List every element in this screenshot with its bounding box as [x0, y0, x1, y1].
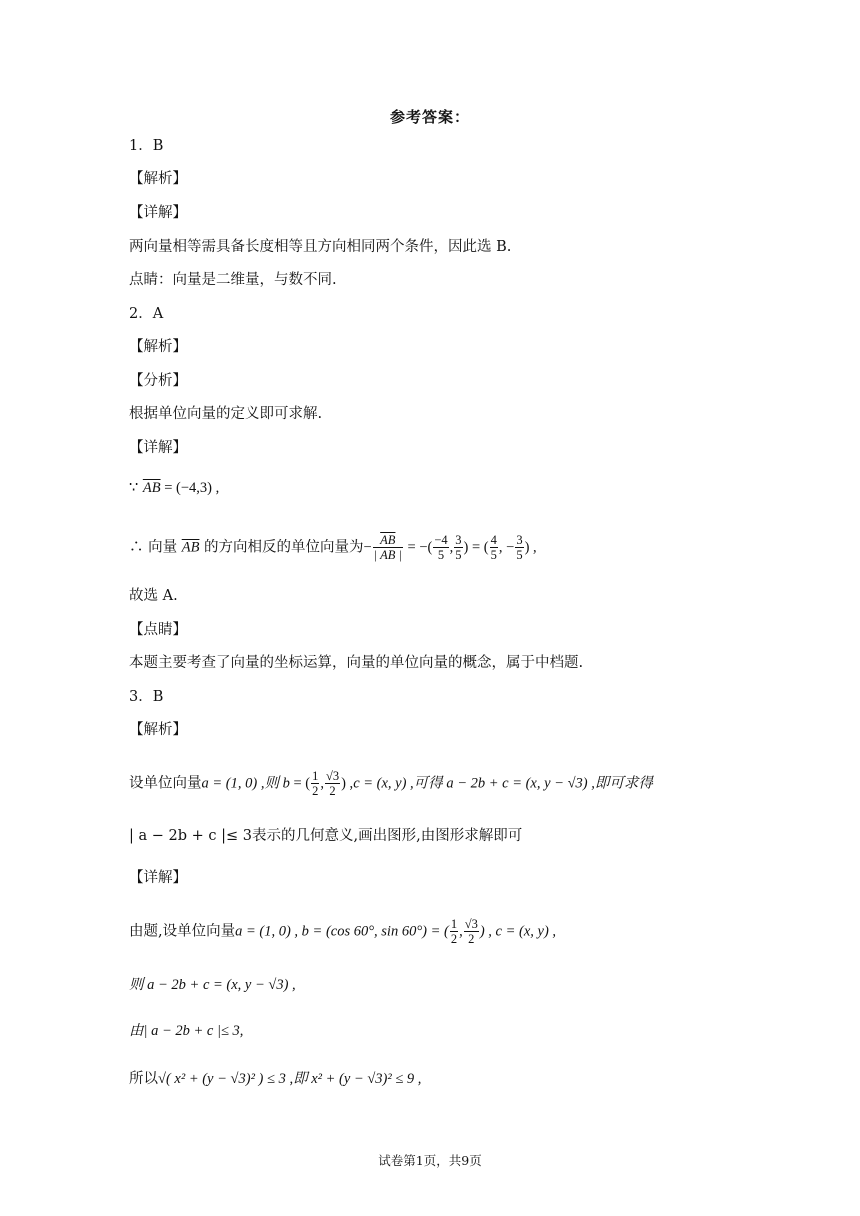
- q2-jiexi-label: 【解析】: [129, 339, 187, 355]
- fraction: $\frac{√3}{2}$: [464, 917, 478, 946]
- fraction: $\frac{1}{2}$: [312, 769, 319, 798]
- q2-dianjing-label: 【点睛】: [129, 622, 187, 638]
- fraction: $\frac{√3}{2}$: [325, 769, 340, 798]
- q1-header: 1．B: [129, 138, 164, 154]
- minus-sign: −: [363, 539, 372, 556]
- unit-vector-text: 的方向相反的单位向量为: [204, 539, 364, 556]
- q2-summary-text: 本题主要考查了向量的坐标运算，向量的单位向量的概念，属于中档题.: [129, 655, 584, 671]
- q2-formula-line-2: ∴ 向量 $\overline{AB}$ 的方向相反的单位向量为− $\frac{\overline{AB}}{| AB |}$ = −( $\frac{-4}{5}$ , $\frac{3}{5}$ ) = ( $\frac{4}{5}$ , − $\frac{3}{5}$ ) ,: [129, 533, 537, 562]
- vector-ab: $\overline{AB}$: [142, 480, 161, 496]
- vector-ab-value: = (−4,3) ,: [160, 480, 220, 496]
- fraction: $\frac{1}{2}$: [450, 917, 458, 946]
- q1-body-text: 两向量相等需具备长度相等且方向相同两个条件，因此选 B.: [129, 239, 512, 255]
- q1-jiexi-label: 【解析】: [129, 171, 187, 187]
- fraction-ab-over-norm: $\frac{\overline{AB}}{| AB |}$: [373, 533, 402, 562]
- q3-jiexi-label: 【解析】: [129, 722, 187, 738]
- q2-formula-line-1: [129, 478, 219, 498]
- page-footer: 试卷第1页，共9页: [378, 1153, 482, 1168]
- vector-ab: $\overline{AB}$: [181, 539, 200, 556]
- q3-xiangjie-label: 【详解】: [129, 870, 187, 886]
- q3-header: 3．B: [129, 689, 164, 705]
- q3-formula-line-3: 由题,设单位向量a = (1, 0) , b = (cos 60°, sin 60°) = ( $\frac{1}{2}$ , $\frac{√3}{2}$ ) , c = (x, y) ,: [129, 917, 557, 946]
- fraction: $\frac{3}{5}$: [516, 533, 523, 562]
- q3-formula-line-1: 设单位向量a = (1, 0) ,则 b = ( $\frac{1}{2}$ , $\frac{√3}{2}$ ) ,c = (x, y) ,可得 a − 2b + c = (x, y − √3) ,即可求得: [129, 769, 653, 798]
- fraction: $\frac{4}{5}$: [490, 533, 497, 562]
- q2-header: 2．A: [129, 306, 164, 322]
- q3-formula-line-4: 则 a − 2b + c = (x, y − √3) ,: [129, 977, 296, 993]
- therefore-text: ∴ 向量: [129, 539, 178, 556]
- because-symbol: ∵: [129, 480, 139, 496]
- q3-formula-line-6: 所以√( x² + (y − √3)² ) ≤ 3 ,即 x² + (y − √3)² ≤ 9 ,: [129, 1071, 422, 1087]
- q3-formula-line-5: 由| a − 2b + c |≤ 3,: [129, 1023, 244, 1039]
- fraction: $\frac{-4}{5}$: [434, 533, 448, 562]
- page-title: 参考答案：: [389, 108, 470, 126]
- q2-fenxi-label: 【分析】: [129, 373, 187, 389]
- q1-xiangjie-label: 【详解】: [129, 205, 187, 221]
- q1-dianjing-text: 点睛：向量是二维量，与数不同.: [129, 272, 337, 288]
- fraction: $\frac{3}{5}$: [455, 533, 462, 562]
- q2-fenxi-text: 根据单位向量的定义即可求解.: [129, 406, 323, 422]
- q3-formula-line-2: | a − 2b + c |≤ 3表示的几何意义,画出图形,由图形求解即可: [129, 828, 523, 844]
- q2-answer-text: 故选 A.: [129, 588, 178, 604]
- q2-xiangjie-label: 【详解】: [129, 440, 187, 456]
